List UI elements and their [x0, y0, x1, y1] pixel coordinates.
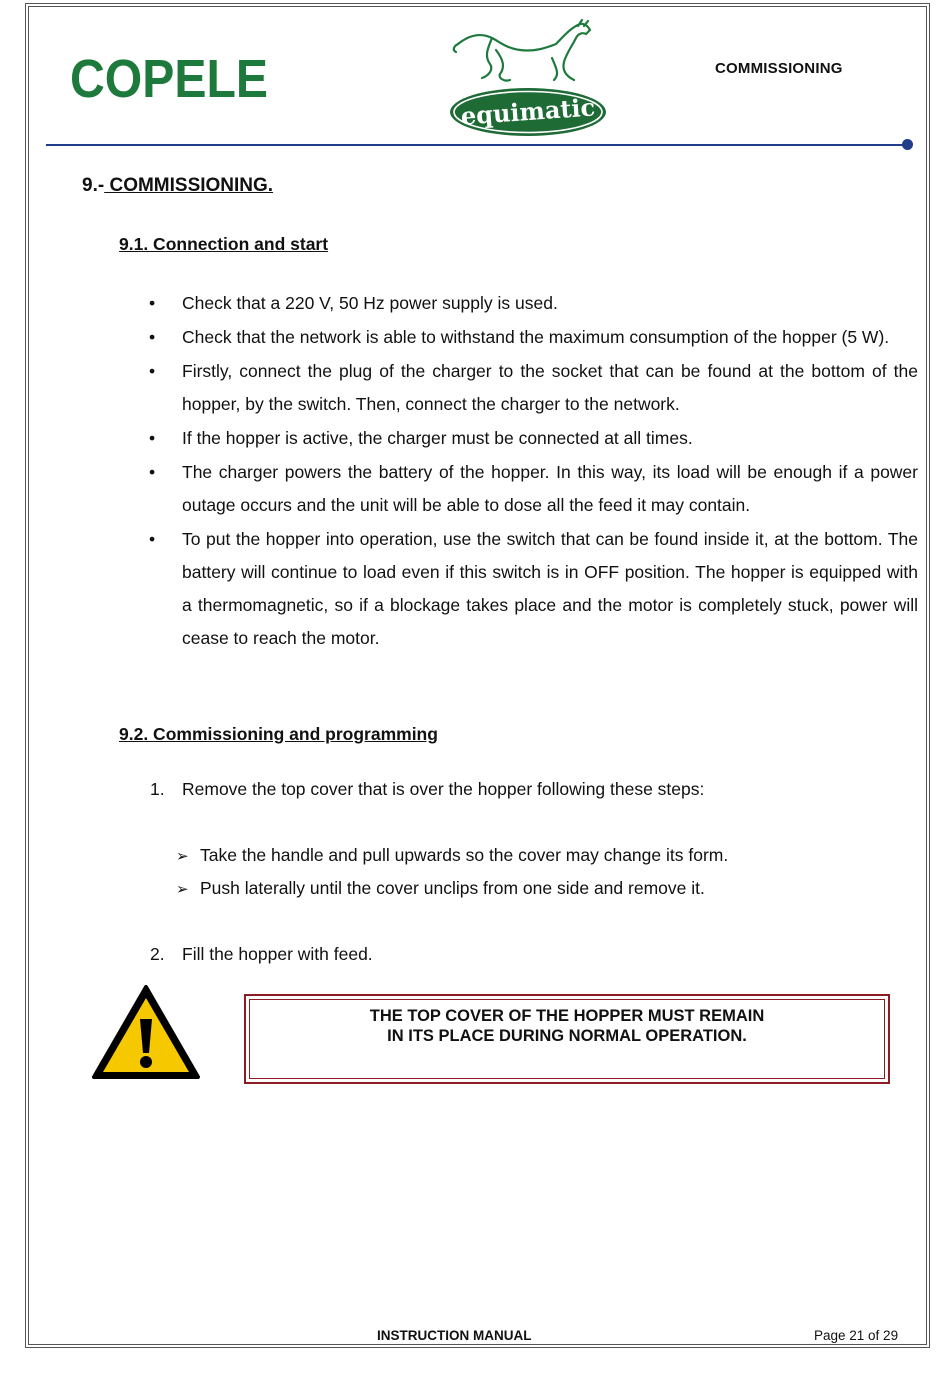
warning-line-2: IN ITS PLACE DURING NORMAL OPERATION.: [387, 1027, 747, 1045]
list-item: • Check that a 220 V, 50 Hz power supply is used.: [148, 287, 918, 320]
list-item: • If the hopper is active, the charger must be connected at all times.: [148, 422, 918, 455]
equimatic-logo: [448, 18, 608, 142]
bullet-icon: •: [149, 361, 156, 381]
chapter-heading: [82, 175, 273, 197]
arrow-bullet-icon: ➢: [176, 848, 189, 865]
copele-logo-text: COPELE: [70, 50, 268, 106]
header-divider-dot: [902, 139, 913, 150]
step-text: Remove the top cover that is over the hopper following these steps:: [182, 779, 705, 799]
arrow-bullet-icon: ➢: [176, 881, 189, 898]
step-1: [150, 779, 704, 800]
step-number: 2.: [150, 944, 165, 964]
warning-text: [246, 1006, 888, 1046]
step-2: [150, 944, 373, 965]
bullet-icon: •: [149, 428, 156, 448]
bullet-icon: •: [149, 529, 156, 549]
header-divider: [46, 144, 908, 146]
substep-text: Push laterally until the cover unclips from one side and remove it.: [200, 878, 705, 898]
substep-2: [176, 878, 705, 899]
equimatic-logo-text: equimatic: [459, 92, 597, 131]
section-label: COMMISSIONING: [715, 60, 843, 77]
list-item: • Check that the network is able to withstand the maximum consumption of the hopper (5 W).: [148, 321, 918, 354]
list-item: • Firstly, connect the plug of the charger to the socket that can be found at the bottom of the hopper, by the switch. Then, connect the charger to the network.: [148, 355, 918, 421]
list-item: • The charger powers the battery of the hopper. In this way, its load will be enough if a power outage occurs and the unit will be able to dose all the feed it may contain.: [148, 456, 918, 522]
chapter-number: 9.-: [82, 175, 105, 196]
list-item: • To put the hopper into operation, use the switch that can be found inside it, at the bottom. The battery will continue to load even if this switch is in OFF position. The hopper is equipped with a thermomagnetic, so if a blockage takes place and the motor is completely stuck, power will cease to reach the motor.: [148, 523, 918, 655]
footer-manual-label: INSTRUCTION MANUAL: [377, 1328, 532, 1343]
section-heading-connection: 9.1. Connection and start: [119, 234, 329, 254]
step-text: Fill the hopper with feed.: [182, 944, 373, 964]
step-number: 1.: [150, 779, 165, 799]
footer-page-number: Page 21 of 29: [814, 1328, 899, 1343]
section-heading-programming: 9.2. Commissioning and programming: [119, 724, 438, 744]
horse-icon: [454, 20, 590, 81]
connection-bullet-list: [148, 287, 918, 656]
page-border-inner: [28, 6, 927, 1345]
warning-box: [244, 994, 890, 1084]
substep-text: Take the handle and pull upwards so the cover may change its form.: [200, 845, 729, 865]
bullet-icon: •: [149, 462, 156, 482]
copele-logo: [70, 50, 270, 106]
chapter-title: COMMISSIONING.: [109, 175, 274, 196]
bullet-icon: •: [149, 327, 156, 347]
warning-triangle-icon: [90, 983, 202, 1081]
bullet-icon: •: [149, 293, 156, 313]
substep-1: [176, 845, 728, 866]
warning-line-1: THE TOP COVER OF THE HOPPER MUST REMAIN: [369, 1007, 765, 1025]
